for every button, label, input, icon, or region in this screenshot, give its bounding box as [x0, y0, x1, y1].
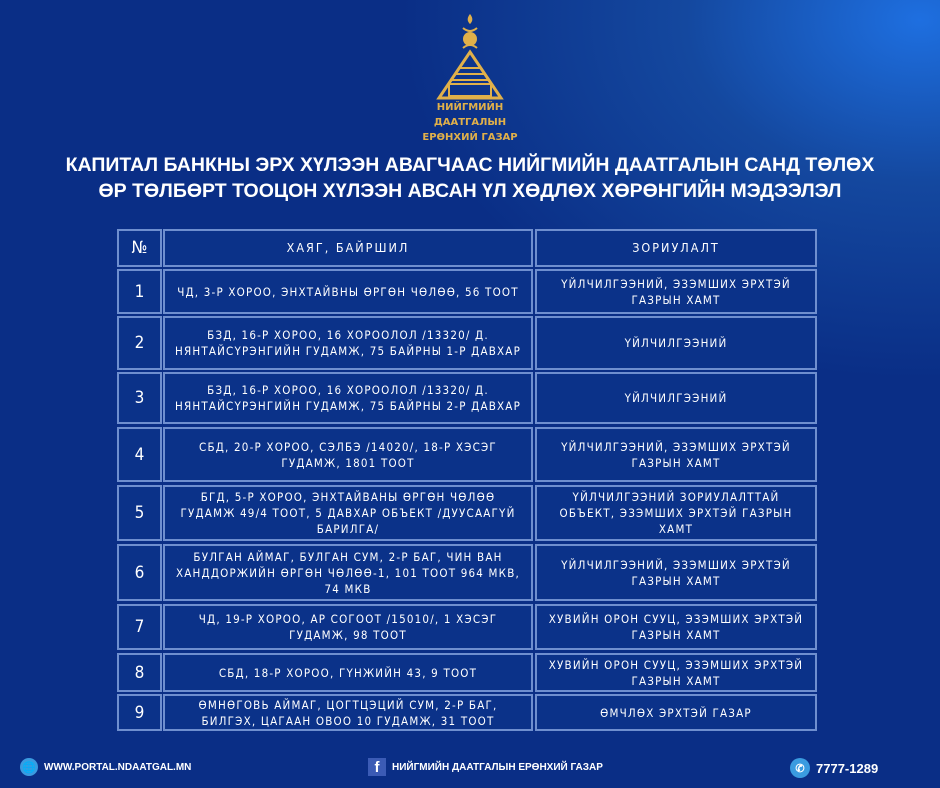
row-purpose: ХУВИЙН ОРОН СУУЦ, ЭЗЭМШИХ ЭРХТЭЙ ГАЗРЫН ХАМТ	[535, 653, 817, 692]
header-address: ХАЯГ, БАЙРШИЛ	[163, 229, 533, 267]
logo-emblem-icon	[435, 12, 505, 100]
row-purpose: ҮЙЛЧИЛГЭЭНИЙ, ЭЗЭМШИХ ЭРХТЭЙ ГАЗРЫН ХАМТ	[535, 427, 817, 482]
footer-website[interactable]	[20, 758, 191, 776]
row-address: СБД, 20-Р ХОРОО, СЭЛБЭ /14020/, 18-Р ХЭСЭГ ГУДАМЖ, 1801 ТООТ	[163, 427, 533, 482]
row-purpose: ӨМЧЛӨХ ЭРХТЭЙ ГАЗАР	[535, 694, 817, 731]
row-purpose: ҮЙЛЧИЛГЭЭНИЙ, ЭЗЭМШИХ ЭРХТЭЙ ГАЗРЫН ХАМТ	[535, 269, 817, 314]
row-address: БЗД, 16-Р ХОРОО, 16 ХОРООЛОЛ /13320/ Д. НЯНТАЙСҮРЭНГИЙН ГУДАМЖ, 75 БАЙРНЫ 1-Р ДАВХАР	[163, 316, 533, 370]
row-purpose: ҮЙЛЧИЛГЭЭНИЙ, ЭЗЭМШИХ ЭРХТЭЙ ГАЗРЫН ХАМТ	[535, 544, 817, 601]
row-number: 5	[117, 485, 162, 541]
row-address: БГД, 5-Р ХОРОО, ЭНХТАЙВАНЫ ӨРГӨН ЧӨЛӨӨ ГУДАМЖ 49/4 ТООТ, 5 ДАВХАР ОБЪЕКТ /ДУУСААГҮЙ БАРИЛГА/	[163, 485, 533, 541]
row-purpose: ҮЙЛЧИЛГЭЭНИЙ ЗОРИУЛАЛТТАЙ ОБЪЕКТ, ЭЗЭМШИХ ЭРХТЭЙ ГАЗРЫН ХАМТ	[535, 485, 817, 541]
header-purpose: ЗОРИУЛАЛТ	[535, 229, 817, 267]
footer-facebook[interactable]	[368, 758, 603, 776]
logo	[405, 12, 535, 145]
row-address: БЗД, 16-Р ХОРОО, 16 ХОРООЛОЛ /13320/ Д. НЯНТАЙСҮРЭНГИЙН ГУДАМЖ, 75 БАЙРНЫ 2-Р ДАВХАР	[163, 372, 533, 424]
header-number: №	[117, 229, 162, 267]
title-line2: ӨР ТӨЛБӨРТ ТООЦОН ХҮЛЭЭН АВСАН ҮЛ ХӨДЛӨХ ХӨРӨНГИЙН МЭДЭЭЛЭЛ	[98, 180, 842, 202]
row-number: 8	[117, 653, 162, 692]
phone-icon: ✆	[790, 758, 810, 778]
row-purpose: ҮЙЛЧИЛГЭЭНИЙ	[535, 316, 817, 370]
row-number: 4	[117, 427, 162, 482]
row-number: 6	[117, 544, 162, 601]
phone-number[interactable]: 7777-1289	[816, 760, 879, 776]
row-address: ЧД, 19-Р ХОРОО, АР СОГООТ /15010/, 1 ХЭСЭГ ГУДАМЖ, 98 ТООТ	[163, 604, 533, 650]
row-address: ӨМНӨГОВЬ АЙМАГ, ЦОГТЦЭЦИЙ СУМ, 2-Р БАГ, БИЛГЭХ, ЦАГААН ОВОО 10 ГУДАМЖ, 31 ТООТ	[163, 694, 533, 731]
page-title	[40, 152, 900, 204]
org-name-line1: НИЙГМИЙН ДААТГАЛЫН	[433, 102, 507, 128]
footer-phone[interactable]	[790, 758, 878, 778]
globe-icon: 🌐	[20, 758, 38, 776]
row-address: ЧД, 3-Р ХОРОО, ЭНХТАЙВНЫ ӨРГӨН ЧӨЛӨӨ, 56 ТООТ	[163, 269, 533, 314]
org-name-line2: ЕРӨНХИЙ ГАЗАР	[422, 132, 518, 143]
row-purpose: ХУВИЙН ОРОН СУУЦ, ЭЗЭМШИХ ЭРХТЭЙ ГАЗРЫН ХАМТ	[535, 604, 817, 650]
title-line1: КАПИТАЛ БАНКНЫ ЭРХ ХҮЛЭЭН АВАГЧААС НИЙГМИЙН ДААТГАЛЫН САНД ТӨЛӨХ	[65, 154, 875, 176]
row-number: 7	[117, 604, 162, 650]
row-purpose: ҮЙЛЧИЛГЭЭНИЙ	[535, 372, 817, 424]
facebook-icon: f	[368, 758, 386, 776]
row-address: БУЛГАН АЙМАГ, БУЛГАН СУМ, 2-Р БАГ, ЧИН ВАН ХАНДДОРЖИЙН ӨРГӨН ЧӨЛӨӨ-1, 101 ТООТ 964 МКВ, 74 МКВ	[163, 544, 533, 601]
website-link[interactable]: WWW.PORTAL.NDAATGAL.MN	[44, 761, 192, 773]
facebook-link[interactable]: НИЙГМИЙН ДААТГАЛЫН ЕРӨНХИЙ ГАЗАР	[392, 761, 603, 773]
row-number: 3	[117, 372, 162, 424]
row-number: 9	[117, 694, 162, 731]
row-number: 2	[117, 316, 162, 370]
row-address: СБД, 18-Р ХОРОО, ГҮНЖИЙН 43, 9 ТООТ	[163, 653, 533, 692]
row-number: 1	[117, 269, 162, 314]
